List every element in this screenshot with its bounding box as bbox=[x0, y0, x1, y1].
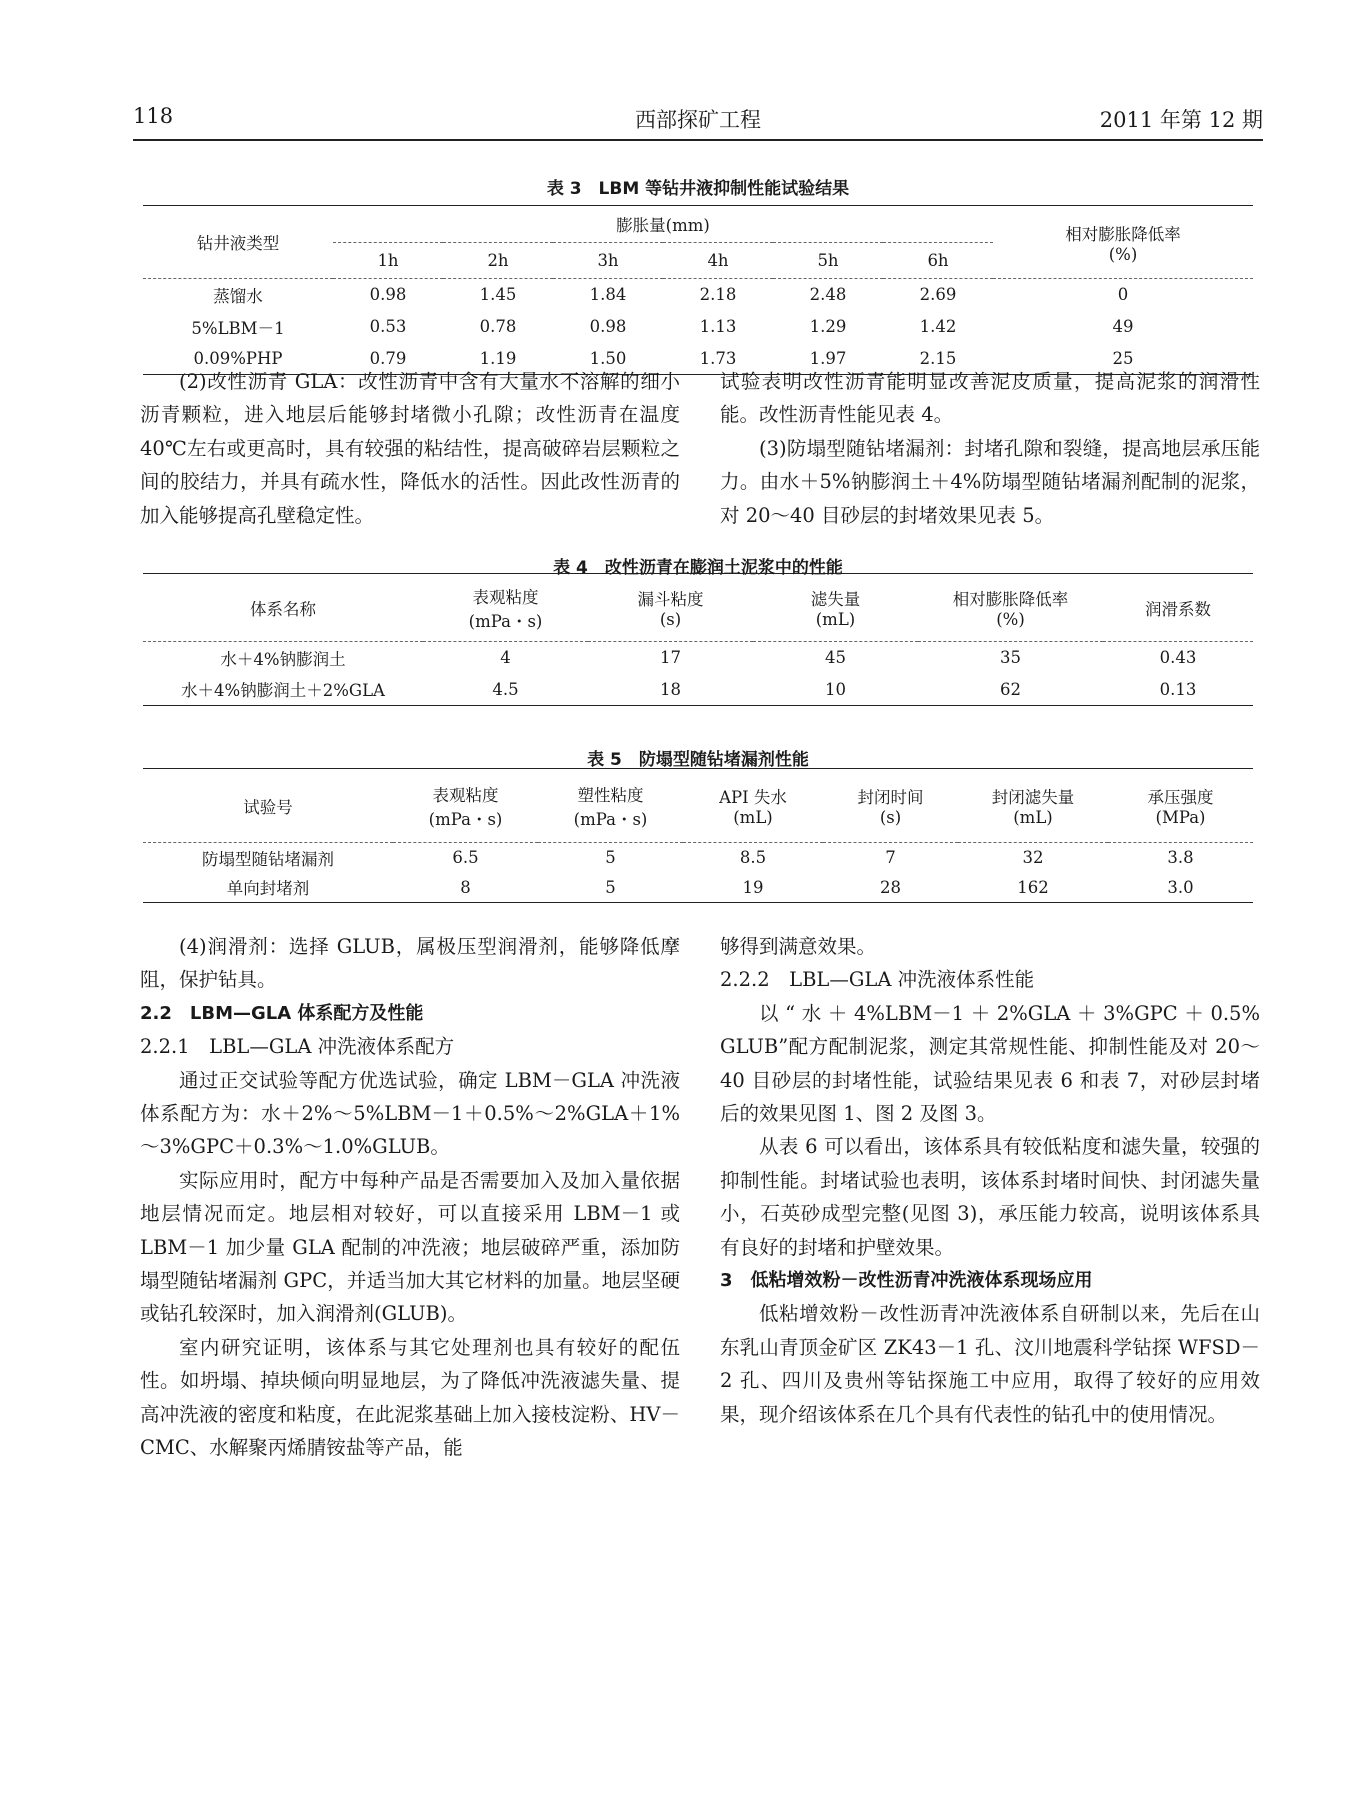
table3-hour: 6h bbox=[883, 243, 993, 279]
left-column-1 bbox=[140, 365, 680, 532]
table-row: 单向封堵剂 8 5 19 28 162 3.0 bbox=[143, 873, 1253, 903]
table3-cell: 1.84 bbox=[589, 285, 627, 305]
table5-header: API 失水 (mL) bbox=[683, 769, 823, 843]
table5-header: 表观粘度 (mPa・s) bbox=[393, 769, 538, 843]
table3-cell: 1.29 bbox=[809, 317, 847, 336]
issue-label: 2011 年第 12 期 bbox=[1099, 108, 1263, 132]
table3-cell: 蒸馏水 bbox=[213, 286, 263, 306]
table3-hour: 4h bbox=[663, 243, 773, 279]
table4-header: 漏斗粘度 (s) bbox=[588, 574, 753, 642]
table3-cell: 25 bbox=[1112, 348, 1134, 368]
table3-cell: 0.98 bbox=[589, 317, 627, 336]
table3-header-type: 钻井液类型 bbox=[143, 206, 333, 279]
table3-cell: 0.79 bbox=[369, 348, 407, 368]
table3 bbox=[143, 205, 1253, 375]
table4 bbox=[143, 573, 1253, 706]
table3-cell: 1.13 bbox=[699, 317, 737, 336]
table3-cell: 2.69 bbox=[919, 285, 957, 305]
table-row bbox=[143, 311, 1253, 343]
paragraph: 低粘增效粉－改性沥青冲洗液体系自研制以来，先后在山东乳山青顶金矿区 ZK43－1 孔、汶川地震科学钻探 WFSD－2 孔、四川及贵州等钻探施工中应用，取得了较好的应用效果，现介绍该体系在几个具有代表性的钻孔中的使用情况。 bbox=[720, 1302, 1260, 1426]
table4-header: 润滑系数 bbox=[1103, 574, 1253, 642]
section-heading: 3 低粘增效粉－改性沥青冲洗液体系现场应用 bbox=[720, 1270, 1093, 1292]
right-column-2 bbox=[720, 930, 1260, 1431]
left-column-2 bbox=[140, 930, 680, 1465]
table3-caption: 表 3 LBM 等钻井液抑制性能试验结果 bbox=[546, 179, 850, 199]
table5-header: 试验号 bbox=[143, 769, 393, 843]
table5-caption: 表 5 防塌型随钻堵漏剂性能 bbox=[587, 750, 809, 770]
paragraph: 够得到满意效果。 bbox=[720, 935, 877, 958]
table4-caption: 表 4 改性沥青在膨润土泥浆中的性能 bbox=[553, 558, 843, 578]
table5-header: 封闭滤失量 (mL) bbox=[958, 769, 1108, 843]
subsection-heading: 2.2.2 LBL—GLA 冲洗液体系性能 bbox=[720, 968, 1035, 992]
table3-cell: 49 bbox=[1112, 317, 1134, 336]
table-row: 防塌型随钻堵漏剂 6.5 5 8.5 7 32 3.8 bbox=[202, 848, 1194, 869]
table5-header: 承压强度 (MPa) bbox=[1108, 769, 1253, 843]
journal-title: 西部探矿工程 bbox=[635, 108, 761, 132]
table4-header: 表观粘度 (mPa・s) bbox=[423, 574, 588, 642]
paragraph: 实际应用时，配方中每种产品是否需要加入及加入量依据地层情况而定。地层相对较好，可以直接采用 LBM－1 或 LBM－1 加少量 GLA 配制的冲洗液；地层破碎严重，添加防塌型随钻堵漏剂 GPC，并适当加大其它材料的加量。地层坚硬或钻孔较深时，加入润滑剂(GLUB)。 bbox=[140, 1168, 680, 1326]
table3-cell: 1.50 bbox=[589, 348, 627, 368]
table3-hour: 2h bbox=[443, 243, 553, 279]
table3-cell: 2.18 bbox=[699, 285, 737, 305]
table3-cell: 1.19 bbox=[479, 348, 517, 368]
table3-cell: 0.98 bbox=[369, 285, 407, 305]
header-rule bbox=[133, 139, 1263, 141]
table3-cell: 2.48 bbox=[809, 285, 847, 305]
table3-hour: 5h bbox=[773, 243, 883, 279]
paragraph: 室内研究证明，该体系与其它处理剂也具有较好的配伍性。如坍塌、掉块倾向明显地层，为了降低冲洗液滤失量、提高冲洗液的密度和粘度，在此泥浆基础上加入接枝淀粉、HV－CMC、水解聚丙烯腈铵盐等产品，能 bbox=[140, 1335, 680, 1460]
table-row: 水＋4%钠膨润土 4 17 45 35 0.43 bbox=[220, 648, 1197, 669]
table-row: 水＋4%钠膨润土＋2%GLA 4.5 18 10 62 0.13 bbox=[143, 674, 1253, 706]
paragraph: (2)改性沥青 GLA：改性沥青中含有大量水不溶解的细小沥青颗粒，进入地层后能够封堵微小孔隙；改性沥青在温度 40℃左右或更高时，具有较强的粘结性，提高破碎岩层颗粒之间的胶结力，并具有疏水性，降低水的活性。因此改性沥青的加入能够提高孔壁稳定性。 bbox=[140, 370, 680, 527]
table3-hour: 1h bbox=[333, 243, 443, 279]
table3-cell: 2.15 bbox=[919, 348, 957, 368]
table3-cell: 0.09%PHP bbox=[193, 348, 283, 368]
table3-header-swell: 膨胀量(mm) bbox=[333, 206, 993, 243]
paragraph: (4)润滑剂：选择 GLUB，属极压型润滑剂，能够降低摩阻，保护钻具。 bbox=[140, 935, 680, 992]
table4-header: 相对膨胀降低率 (%) bbox=[918, 574, 1103, 642]
table4-header: 体系名称 bbox=[143, 574, 423, 642]
right-column-1 bbox=[720, 365, 1260, 532]
table3-cell: 1.97 bbox=[809, 348, 847, 368]
table-row bbox=[143, 279, 1253, 311]
paragraph: 试验表明改性沥青能明显改善泥皮质量，提高泥浆的润滑性能。改性沥青性能见表 4。 bbox=[720, 370, 1260, 427]
paragraph: 通过正交试验等配方优选试验，确定 LBM－GLA 冲洗液体系配方为：水＋2%～5%LBM－1＋0.5%～2%GLA＋1%～3%GPC＋0.3%～1.0%GLUB。 bbox=[140, 1068, 680, 1159]
table4-header: 滤失量 (mL) bbox=[753, 574, 918, 642]
table3-cell: 1.45 bbox=[479, 285, 517, 305]
table3-header-rate: 相对膨胀降低率 (%) bbox=[993, 206, 1253, 279]
table3-cell: 0 bbox=[1117, 285, 1129, 305]
table3-cell: 1.42 bbox=[919, 317, 957, 336]
table3-hour: 3h bbox=[553, 243, 663, 279]
table3-cell: 1.73 bbox=[699, 348, 737, 368]
subsection-heading: 2.2.1 LBL—GLA 冲洗液体系配方 bbox=[140, 1035, 455, 1059]
table3-cell: 0.78 bbox=[479, 317, 517, 336]
paragraph: 以“水＋4%LBM－1＋2%GLA＋3%GPC＋0.5% GLUB”配方配制泥浆，测定其常规性能、抑制性能及对 20～40 目砂层的封堵性能，试验结果见表 6 和表 7，对砂层封堵后的效果见图 1、图 2 及图 3。 bbox=[720, 1001, 1260, 1126]
paragraph: (3)防塌型随钻堵漏剂：封堵孔隙和裂缝，提高地层承压能力。由水＋5%钠膨润土＋4%防塌型随钻堵漏剂配制的泥浆，对 20～40 目砂层的封堵效果见表 5。 bbox=[720, 436, 1260, 527]
section-heading: 2.2 LBM—GLA 体系配方及性能 bbox=[140, 1002, 424, 1024]
table5-header: 塑性粘度 (mPa・s) bbox=[538, 769, 683, 843]
page-number: 118 bbox=[133, 104, 174, 128]
table5 bbox=[143, 768, 1253, 903]
table3-cell: 5%LBM－1 bbox=[191, 318, 285, 338]
paragraph: 从表 6 可以看出，该体系具有较低粘度和滤失量，较强的抑制性能。封堵试验也表明，该体系封堵时间快、封闭滤失量小，石英砂成型完整(见图 3)，承压能力较高，说明该体系具有良好的封堵和护壁效果。 bbox=[720, 1135, 1260, 1259]
table3-cell: 0.53 bbox=[369, 317, 407, 336]
table5-header: 封闭时间 (s) bbox=[823, 769, 958, 843]
